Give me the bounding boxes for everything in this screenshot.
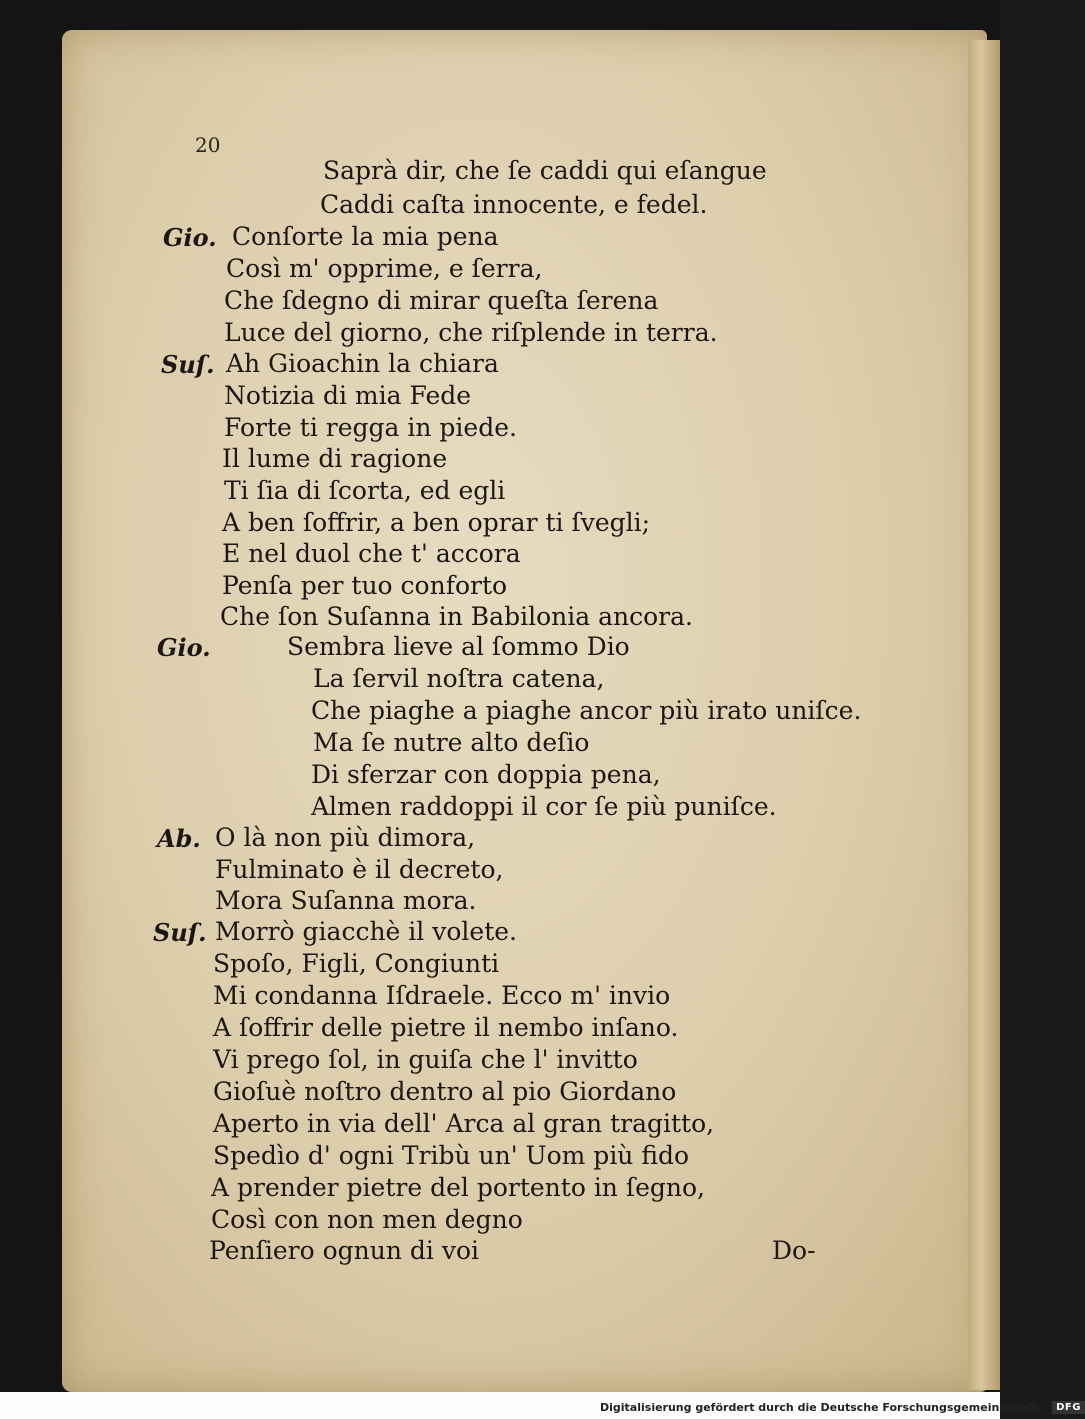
funding-notice [600, 1399, 1085, 1415]
speaker-label: Suſ. [153, 918, 207, 947]
verse-line: Luce del giorno, che riſplende in terra. [224, 318, 718, 347]
verse-line: Aperto in via dell' Arca al gran tragitto, [213, 1109, 715, 1138]
verse-line: Saprà dir, che ſe caddi qui eſangue [323, 156, 767, 185]
verse-line: Vi prego ſol, in guiſa che l' invitto [213, 1045, 638, 1074]
speaker-label: Suſ. [161, 350, 215, 379]
facing-page-edge [968, 40, 1000, 1390]
speaker-label: Gio. [163, 223, 217, 252]
speaker-label: Gio. [157, 633, 211, 662]
verse-line: Spedìo d' ogni Tribù un' Uom più fido [213, 1141, 690, 1170]
verse-line: Forte ti regga in piede. [224, 413, 517, 442]
verse-line: Che ſon Suſanna in Babilonia ancora. [220, 602, 693, 631]
catchword: Do- [772, 1236, 816, 1265]
verse-line: Penſiero ognun di voi [209, 1236, 480, 1265]
verse-line: Conſorte la mia pena [232, 222, 499, 251]
verse-line: O là non più dimora, [215, 823, 476, 852]
verse-line: A ſoffrir delle pietre il nembo inſano. [213, 1013, 679, 1042]
verse-line: A ben ſoffrir, a ben oprar ti ſvegli; [222, 508, 651, 537]
verse-line: Caddi caſta innocente, e fedel. [320, 190, 708, 219]
verse-line: Il lume di ragione [222, 444, 448, 473]
verse-line: Di sferzar con doppia pena, [311, 760, 661, 789]
funding-text: Digitalisierung gefördert durch die Deutsche Forschungsgemeinschaft - [600, 1400, 1047, 1414]
verse-line: Mora Suſanna mora. [215, 886, 477, 915]
dfg-logo: DFG [1052, 1401, 1085, 1414]
verse-line: Gioſuè noſtro dentro al pio Giordano [213, 1077, 677, 1106]
verse-line: E nel duol che t' accora [222, 539, 521, 568]
verse-line: Fulminato è il decreto, [215, 855, 504, 884]
page-number: 20 [195, 133, 221, 157]
verse-line: La ſervil noſtra catena, [313, 664, 605, 693]
verse-line: Spoſo, Figli, Congiunti [213, 949, 500, 978]
verse-line: Così con non men degno [211, 1205, 523, 1234]
verse-line: Penſa per tuo conforto [222, 571, 508, 600]
verse-line: Sembra lieve al ſommo Dio [287, 632, 630, 661]
verse-line: Che ſdegno di mirar queſta ſerena [224, 286, 659, 315]
speaker-label: Ab. [157, 824, 201, 853]
verse-line: Notizia di mia Fede [224, 381, 472, 410]
verse-line: Ma ſe nutre alto deſio [313, 728, 590, 757]
verse-line: Mi condanna Iſdraele. Ecco m' invio [213, 981, 671, 1010]
verse-line: Ti ſia di ſcorta, ed egli [224, 476, 506, 505]
verse-line: Che piaghe a piaghe ancor più irato uniſce. [311, 696, 862, 725]
verse-line: Così m' opprime, e ſerra, [226, 254, 543, 283]
verse-line: Almen raddoppi il cor ſe più puniſce. [311, 792, 777, 821]
verse-line: Ah Gioachin la chiara [226, 349, 499, 378]
verse-line: A prender pietre del portento in ſegno, [211, 1173, 706, 1202]
verse-line: Morrò giacchè il volete. [215, 917, 517, 946]
